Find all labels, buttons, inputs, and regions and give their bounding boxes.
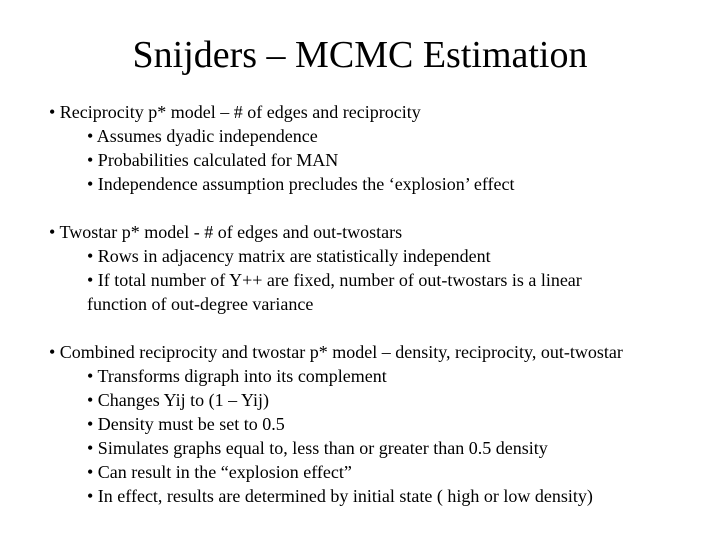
bullet-continuation: function of out-degree variance [87,294,314,314]
bullet-item: • Rows in adjacency matrix are statistically independent [87,246,491,266]
section-heading-reciprocity: • Reciprocity p* model – # of edges and reciprocity [49,102,421,122]
bullet-item: • Density must be set to 0.5 [87,414,285,434]
slide-title: Snijders – MCMC Estimation [132,34,588,76]
bullet-item: • In effect, results are determined by initial state ( high or low density) [87,486,593,506]
section-heading-twostar: • Twostar p* model - # of edges and out-twostars [49,222,403,242]
bullet-item: • If total number of Y++ are fixed, number of out-twostars is a linear [87,270,582,290]
bullet-item: • Independence assumption precludes the ‘explosion’ effect [87,174,515,194]
bullet-item: • Simulates graphs equal to, less than or greater than 0.5 density [87,438,548,458]
bullet-item: • Can result in the “explosion effect” [87,462,352,482]
bullet-item: • Changes Yij to (1 – Yij) [87,390,269,410]
bullet-item: • Probabilities calculated for MAN [87,150,339,170]
spacer [49,196,709,220]
bullet-item: • Assumes dyadic independence [87,126,318,146]
section-heading-combined: • Combined reciprocity and twostar p* model – density, reciprocity, out-twostar [49,342,623,362]
spacer [49,316,709,340]
slide-body [49,100,709,508]
bullet-item: • Transforms digraph into its complement [87,366,387,386]
